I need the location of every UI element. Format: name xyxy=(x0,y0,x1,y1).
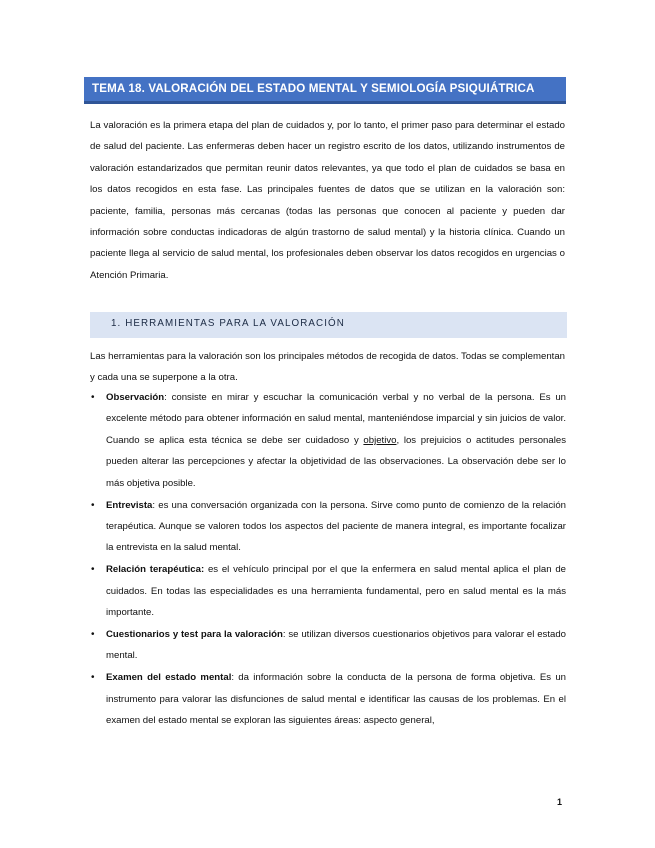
list-item-text: : da información sobre la conducta de la persona de forma objetiva. Es un instrumento para valorar las disfunciones de salud mental e identificar las causas de los problemas. En el examen del estado mental se exploran las siguientes áreas: aspecto general, xyxy=(106,672,566,727)
list-item-term: Examen del estado mental xyxy=(106,672,232,684)
list-item-term: Relación terapéutica: xyxy=(106,564,205,576)
bullet-icon: • xyxy=(91,564,95,576)
tools-list xyxy=(90,387,566,732)
list-item-text: : consiste en mirar y escuchar la comunicación verbal y no verbal de la persona. Es un excelente método para obtener información en salud mental, manteniéndose imparcial y sin juicios de valor. Cuando se aplica esta técnica se debe ser cuidadoso y xyxy=(106,392,566,446)
bullet-icon: • xyxy=(91,672,95,684)
bullet-icon: • xyxy=(91,628,95,640)
underlined-word: objetivo xyxy=(363,434,397,446)
chapter-title: TEMA 18. VALORACIÓN DEL ESTADO MENTAL Y SEMIOLOGÍA PSIQUIÁTRICA xyxy=(92,82,535,95)
list-item-text: es el vehículo principal por el que la enfermera en salud mental aplica el plan de cuidados. En todas las especialidades es una herramienta fundamental, pero en salud mental es la más importante. xyxy=(106,564,566,619)
list-item-term: Observación xyxy=(106,392,165,403)
list-item-text: : es una conversación organizada con la persona. Sirve como punto de comienzo de la relación terapéutica. Aunque se valoren todos los aspectos del paciente de manera integral, es importante focalizar la entrevista en la salud mental. xyxy=(106,499,566,554)
list-item-entrevista xyxy=(90,495,566,559)
list-item-text: , los prejuicios o actitudes personales pueden alterar las percepciones y afectar la objetividad de las observaciones. La observación debe ser lo más objetiva posible. xyxy=(106,434,566,489)
list-item-relacion xyxy=(90,559,566,623)
section-intro-paragraph: Las herramientas para la valoración son los principales métodos de recogida de datos. Todas se complementan y cada una se superpone a la otra. xyxy=(90,351,565,384)
section-heading-bar xyxy=(90,312,567,338)
list-item-observacion xyxy=(90,387,566,494)
page-number: 1 xyxy=(557,797,563,807)
intro-paragraph: La valoración es la primera etapa del plan de cuidados y, por lo tanto, el primer paso para determinar el estado de salud del paciente. Las enfermeras deben hacer un registro escrito de los datos, utilizando instrumentos de valoración estandarizados que permitan reunir datos relevantes, ya que todo el plan de cuidados se basa en los datos recogidos en esta fase. Las principales fuentes de datos que se utilizan en la valoración son: paciente, familia, personas más cercanas (todas las personas que conocen al paciente y pueden dar información sobre conductas indicadoras de algún trastorno de salud mental) y la historia clínica. Cuando un paciente llega al servicio de salud mental, los profesionales deben observar los datos recogidos en urgencias o Atención Primaria. xyxy=(90,120,565,281)
list-item-examen xyxy=(90,667,566,731)
list-item-term: Cuestionarios y test para la valoración xyxy=(106,628,283,640)
bullet-icon: • xyxy=(91,392,95,403)
list-item-text: : se utilizan diversos cuestionarios objetivos para valorar el estado mental. xyxy=(106,628,566,662)
list-item-cuestionarios xyxy=(90,624,566,667)
bullet-icon: • xyxy=(91,499,95,511)
list-item-term: Entrevista xyxy=(106,499,153,511)
section-heading: 1. HERRAMIENTAS PARA LA VALORACIÓN xyxy=(111,318,345,329)
chapter-title-bar xyxy=(84,77,566,104)
